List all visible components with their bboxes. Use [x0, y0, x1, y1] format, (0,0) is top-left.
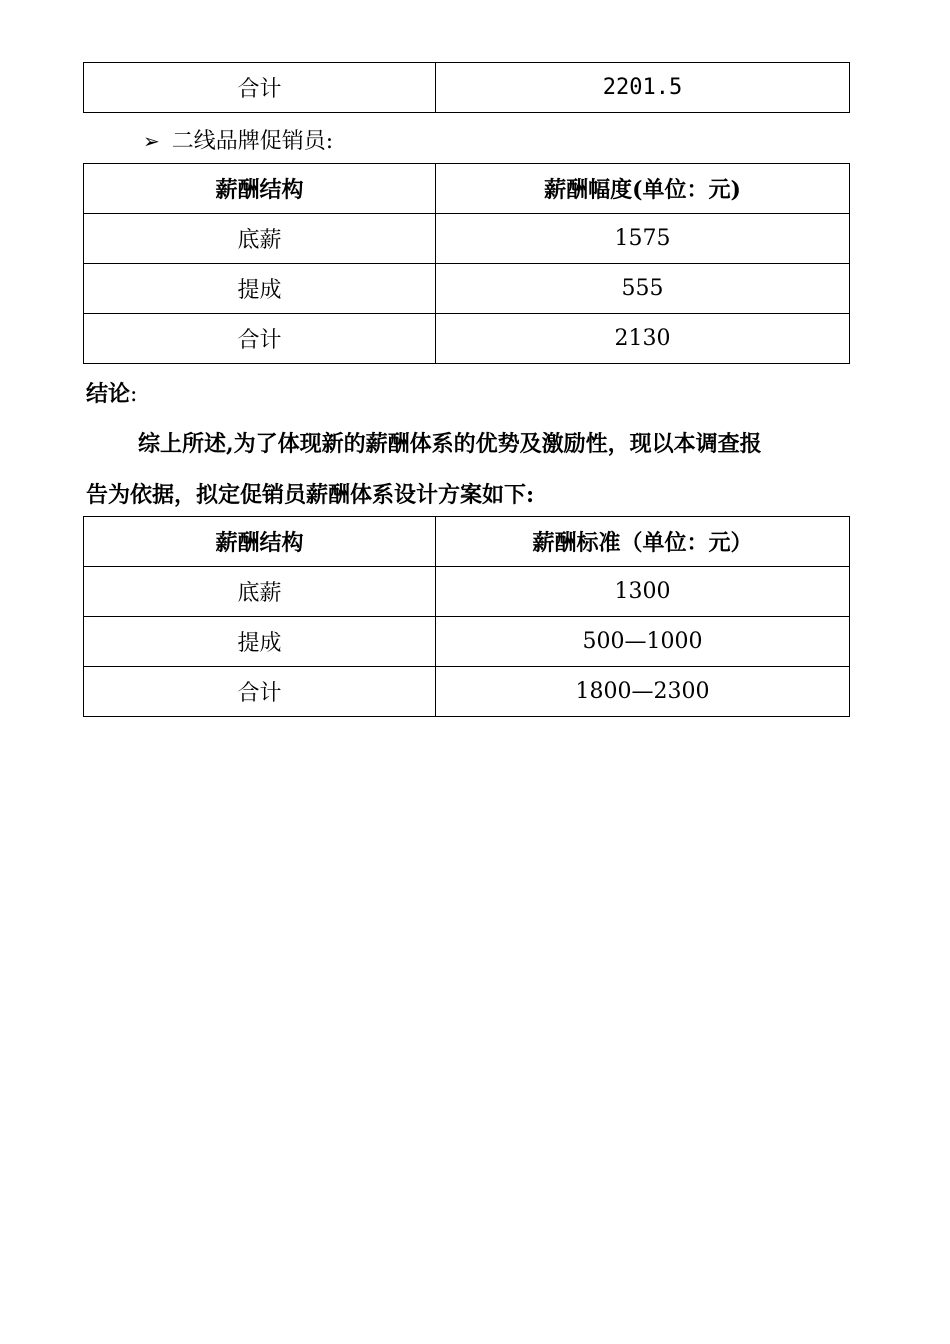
table-cell: 2201.5: [436, 63, 850, 113]
table-cell: 底薪: [84, 567, 436, 617]
table-cell: 555: [436, 264, 850, 314]
table-cell: 底薪: [84, 214, 436, 264]
arrow-bullet-icon: ➢: [143, 129, 160, 153]
column-header: 薪酬结构: [84, 164, 436, 214]
table-cell: 提成: [84, 617, 436, 667]
table-cell: 2130: [436, 314, 850, 364]
table-row: [84, 264, 850, 314]
table-header-row: [84, 517, 850, 567]
salary-standard-table: [83, 516, 850, 717]
column-header: 薪酬幅度(单位：元): [436, 164, 850, 214]
table-cell: 合计: [84, 667, 436, 717]
table-cell: 提成: [84, 264, 436, 314]
bullet-line: [143, 124, 333, 155]
table-row: [84, 667, 850, 717]
table-cell: 1300: [436, 567, 850, 617]
conclusion-paragraph-line-1: 综上所述,为了体现新的薪酬体系的优势及激励性，现以本调查报: [138, 431, 762, 457]
bullet-text: 二线品牌促销员:: [171, 129, 334, 154]
table-row: [84, 314, 850, 364]
column-header: 薪酬标准（单位：元）: [436, 517, 850, 567]
salary-range-table: [83, 163, 850, 364]
conclusion-title: 结论: [86, 381, 131, 407]
table-row: [84, 567, 850, 617]
column-header: 薪酬结构: [84, 517, 436, 567]
table-cell: 合计: [84, 63, 436, 113]
table-row: [84, 617, 850, 667]
table-cell: 1800—2300: [436, 667, 850, 717]
table-row: [84, 214, 850, 264]
table-cell: 1575: [436, 214, 850, 264]
table-header-row: [84, 164, 850, 214]
conclusion-paragraph-line-2: 告为依据，拟定促销员薪酬体系设计方案如下:: [86, 482, 535, 508]
table-row: [84, 63, 850, 113]
summary-table-top: [83, 62, 850, 113]
table-cell: 500—1000: [436, 617, 850, 667]
conclusion-colon: :: [130, 382, 138, 407]
conclusion-heading: [86, 377, 137, 408]
table-cell: 合计: [84, 314, 436, 364]
